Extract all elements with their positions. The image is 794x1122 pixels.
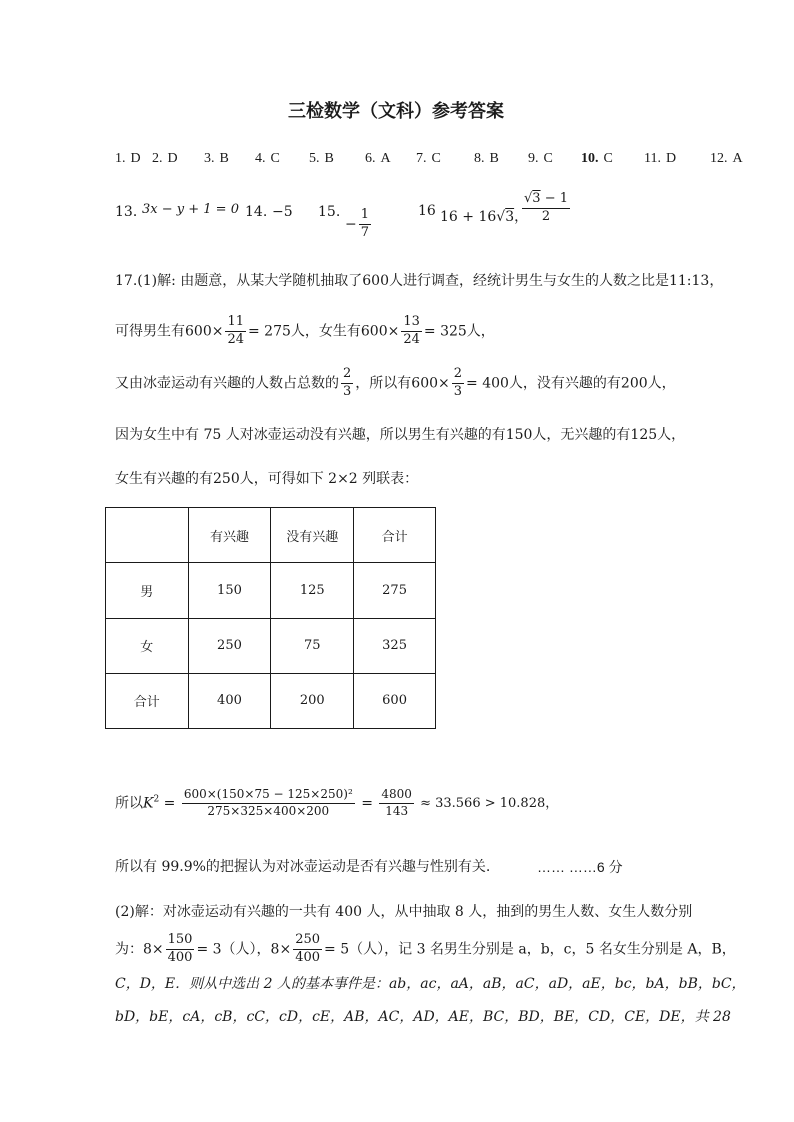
frac-den: 3: [343, 383, 352, 399]
answer-number: 8.: [474, 151, 485, 166]
frac-num: 250: [293, 933, 322, 950]
answer-value: C: [543, 151, 553, 166]
table-header-cell: [106, 508, 189, 563]
k2-f2-num: 4800: [379, 788, 414, 804]
q16-ans1-b: 3: [505, 209, 515, 225]
answer-number: 1.: [115, 151, 126, 166]
p17-line2: [115, 315, 495, 348]
frac-num: 2: [341, 367, 353, 384]
q13-label: 13．: [115, 204, 147, 220]
p17-line1: 17.(1)解: 由题意，从某大学随机抽取了600人进行调查，经统计男生与女生的人数之比是11:13，: [115, 273, 724, 289]
p17-line2-b: = 275人，女生有600×: [248, 323, 400, 340]
p2-line2: [115, 933, 736, 966]
table-cell: 男: [106, 563, 189, 618]
table-cell: 合计: [106, 673, 189, 728]
sqrt-icon: √: [524, 191, 533, 206]
frac-den: 400: [295, 949, 321, 965]
table-cell: 250: [188, 618, 271, 673]
answer-item: [204, 152, 229, 166]
answer-value: B: [324, 151, 334, 166]
answer-item: [309, 152, 334, 166]
p17-line2-c: = 325人，: [423, 323, 495, 340]
score-note: …… ……6 分: [537, 859, 623, 875]
q15-sign: −: [345, 216, 357, 233]
answer-number: 9.: [528, 151, 539, 166]
answer-number: 4.: [255, 151, 266, 166]
k2-f1-den: 275×325×400×200: [207, 803, 330, 818]
answer-value: D: [167, 151, 178, 166]
p2-line3: C，D，E．则从中选出 2 人的基本事件是：ab，ac，aA，aB，aC，aD，aE，bc，bA，bB，bC，: [115, 976, 746, 992]
q14-answer: −5: [272, 204, 293, 220]
frac-den: 24: [403, 331, 420, 347]
p17-line3-c: = 400人，没有兴趣的有200人，: [466, 375, 676, 392]
table-cell: 150: [188, 563, 271, 618]
contingency-table: [105, 507, 436, 729]
frac-num: 13: [401, 315, 422, 332]
p17-line3-a: 又由冰壶运动有兴趣的人数占总数的: [115, 375, 339, 392]
answer-number: 12.: [710, 151, 728, 166]
p17-line5: 女生有兴趣的有250人，可得如下 2×2 列联表：: [115, 471, 419, 487]
frac-den: 3: [453, 383, 463, 399]
q16-sep: ，: [514, 209, 529, 225]
answer-number: 7.: [416, 151, 427, 166]
table-cell: 200: [271, 673, 354, 728]
answer-number: 10.: [581, 151, 599, 166]
answer-value: B: [489, 151, 499, 166]
answer-value: D: [665, 151, 677, 166]
answer-item: [365, 152, 391, 166]
table-row: [106, 563, 436, 618]
q15-den: 7: [360, 224, 370, 240]
q14-label: 14.: [245, 204, 268, 220]
answer-item: [474, 152, 499, 166]
frac-num: 11: [225, 315, 246, 332]
q15-answer: [345, 208, 373, 241]
k2-symbol: K: [143, 795, 154, 812]
answer-number: 5.: [309, 151, 320, 166]
k2-eq1: =: [159, 795, 180, 812]
answer-item: [644, 152, 676, 166]
table-header-cell: 合计: [354, 508, 436, 563]
table-row: [106, 673, 436, 728]
table-row: [106, 618, 436, 673]
p2-line2-a: 为：8×: [115, 941, 164, 958]
table-cell: 400: [188, 673, 271, 728]
table-cell: 75: [271, 618, 354, 673]
table-cell: 125: [271, 563, 354, 618]
k2-f2-den: 143: [385, 803, 409, 818]
conclusion: 所以有 99.9%的把握认为对冰壶运动是否有兴趣与性别有关.: [115, 859, 491, 875]
frac-num: 150: [166, 933, 195, 950]
q16-ans1-a: 16 + 16: [440, 209, 497, 225]
answer-item: [115, 152, 141, 166]
table-header-cell: 有兴趣: [188, 508, 271, 563]
answer-item: [528, 152, 553, 166]
answer-value: C: [431, 151, 441, 166]
p17-line3-b: ，所以有600×: [355, 375, 450, 392]
answer-value: D: [130, 151, 141, 166]
sqrt-icon: √: [496, 209, 506, 225]
q16-ans2-num-a: 3: [532, 191, 541, 206]
table-header-cell: 没有兴趣: [271, 508, 354, 563]
k2-prefix: 所以: [115, 795, 143, 812]
answer-item: [255, 152, 280, 166]
frac-den: 400: [167, 949, 193, 965]
frac-num: 2: [452, 367, 464, 384]
p2-line1: (2)解：对冰壶运动有兴趣的一共有 400 人，从中抽取 8 人，抽到的男生人数、女生人数分别: [115, 904, 693, 920]
q16-answer-2: [520, 192, 572, 225]
answer-item: [152, 152, 178, 166]
q16-ans2-den: 2: [541, 208, 551, 224]
q16-label: 16: [418, 203, 436, 219]
p2-line2-c: = 5（人），记 3 名男生分别是 a，b，c，5 名女生分别是 A，B，: [324, 941, 736, 958]
p17-line3: [115, 367, 676, 400]
p2-line4: bD，bE，cA，cB，cC，cD，cE，AB，AC，AD，AE，BC，BD，BE，CD，CE，DE，共 28: [115, 1009, 731, 1025]
answer-value: B: [219, 151, 229, 166]
table-cell: 600: [354, 673, 436, 728]
q16-answer-1: [440, 210, 528, 224]
p17-line4: 因为女生中有 75 人对冰壶运动没有兴趣，所以男生有兴趣的有150人，无兴趣的有125人，: [115, 427, 686, 443]
k2-formula: [115, 788, 558, 819]
frac-den: 24: [227, 331, 244, 347]
answer-number: 11.: [644, 151, 661, 166]
p17-line2-a: 可得男生有600×: [115, 323, 224, 340]
k2-exp: 2: [153, 794, 160, 805]
answer-value: C: [603, 151, 613, 166]
k2-tail: ≈ 33.566 > 10.828，: [415, 795, 559, 811]
table-header-row: [106, 508, 436, 563]
k2-f1-num: 600×(150×75 − 125×250)²: [182, 788, 355, 804]
q15-num: 1: [359, 208, 371, 225]
answer-number: 2.: [152, 151, 163, 166]
q16-ans2-num-b: − 1: [540, 191, 569, 206]
answer-value: C: [270, 151, 280, 166]
p2-line2-b: = 3（人），8×: [196, 941, 292, 958]
k2-eq2: =: [356, 795, 378, 812]
answer-value: A: [732, 151, 743, 166]
answer-item: [581, 152, 613, 166]
answer-number: 3.: [204, 151, 215, 166]
answer-item: [416, 152, 441, 166]
table-cell: 325: [354, 618, 436, 673]
answer-number: 6.: [365, 151, 376, 166]
table-cell: 女: [106, 618, 189, 673]
q15-label: 15.: [318, 204, 341, 220]
answer-item: [710, 152, 743, 166]
q13-answer: 3x − y + 1 = 0: [142, 202, 239, 217]
answer-value: A: [380, 151, 391, 166]
table-cell: 275: [354, 563, 436, 618]
page-title: 三检数学（文科）参考答案: [288, 101, 504, 122]
